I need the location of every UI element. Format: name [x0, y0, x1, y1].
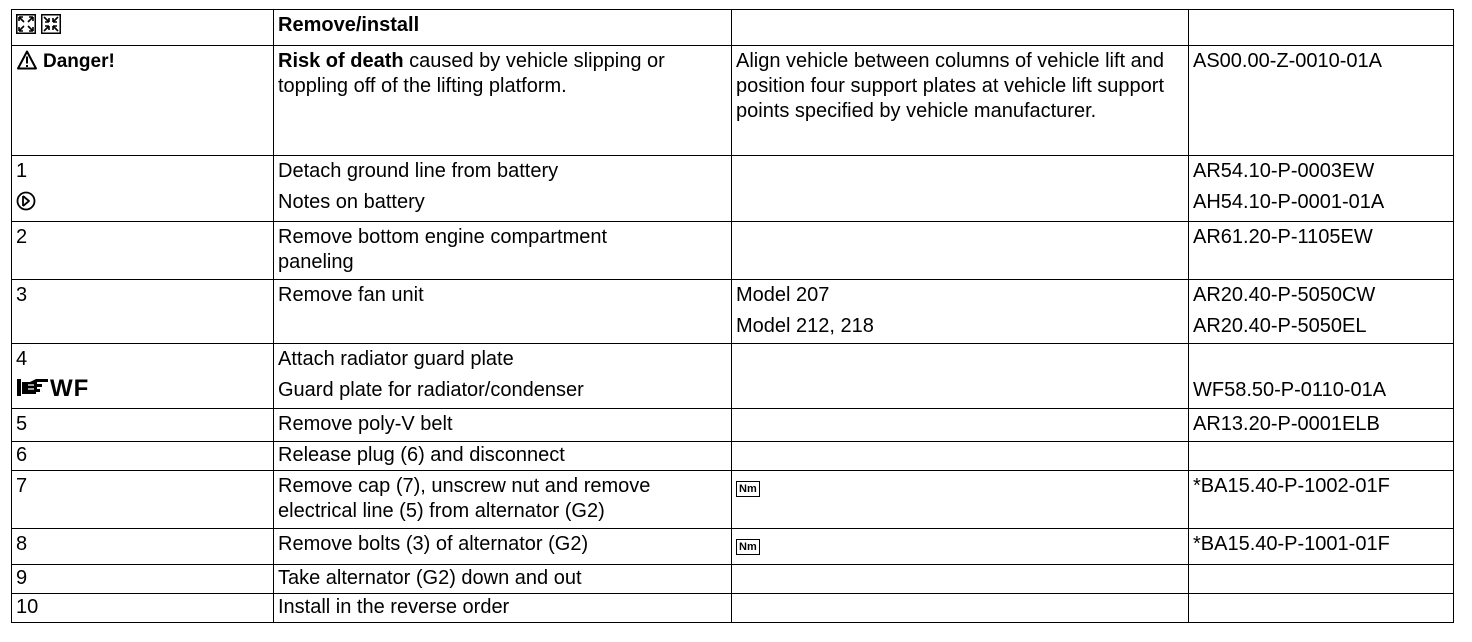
- step-ref-link[interactable]: AR61.20-P-1105EW: [1193, 226, 1373, 248]
- step-torque-cell: [732, 471, 1189, 529]
- step-number-cell: [12, 529, 274, 565]
- step-row-1: [12, 156, 1454, 222]
- step-number: 5: [16, 413, 28, 435]
- step-ref-link[interactable]: *BA15.40-P-1002-01F: [1193, 475, 1390, 497]
- step-number: 4: [16, 348, 28, 370]
- step-row-4: [12, 344, 1454, 409]
- step-ref-link[interactable]: AR20.40-P-5050EL: [1193, 315, 1367, 337]
- step-number: 7: [16, 475, 28, 497]
- expand-all-icon[interactable]: [16, 14, 36, 34]
- step-ref-link[interactable]: WF58.50-P-0110-01A: [1193, 379, 1387, 401]
- step-number-cell: [12, 222, 274, 280]
- step-row-3: [12, 280, 1454, 344]
- header-row: [12, 10, 1454, 46]
- step-row-7: [12, 471, 1454, 529]
- danger-label: Danger!: [43, 51, 115, 72]
- step-ref-cell: [1189, 471, 1454, 529]
- danger-remedy-cell: [732, 46, 1189, 156]
- warning-triangle-icon: [16, 50, 38, 70]
- step-text: Remove bottom engine compartment paneling: [278, 226, 608, 273]
- step-text-cell: [274, 594, 732, 623]
- step-empty-cell: [732, 156, 1189, 222]
- notes-info-icon[interactable]: [16, 191, 36, 211]
- step-empty-cell: [732, 594, 1189, 623]
- danger-row: [12, 46, 1454, 156]
- header-title: [274, 10, 732, 46]
- step-text-cell: [274, 156, 732, 222]
- step-number-cell: [12, 471, 274, 529]
- step-empty-cell: [732, 222, 1189, 280]
- step-empty-ref-cell: [1189, 594, 1454, 623]
- step-note-ref-link[interactable]: AH54.10-P-0001-01A: [1193, 191, 1385, 213]
- step-ref-link[interactable]: AR13.20-P-0001ELB: [1193, 413, 1380, 435]
- step-ref-link[interactable]: AR20.40-P-5050CW: [1193, 284, 1376, 306]
- step-empty-cell: [732, 409, 1189, 442]
- step-empty-cell: [732, 565, 1189, 594]
- step-number: 6: [16, 444, 28, 466]
- step-row-10: [12, 594, 1454, 623]
- step-number-cell: [12, 594, 274, 623]
- step-text: Remove cap (7), unscrew nut and remove electrical line (5) from alternator (G2): [278, 475, 651, 522]
- step-text: Detach ground line from battery: [278, 160, 559, 182]
- step-number: 3: [16, 284, 28, 306]
- repair-instructions-table: [11, 9, 1454, 623]
- pointing-hand-icon: [16, 376, 50, 398]
- header-empty-4: [1189, 10, 1454, 46]
- step-number: 2: [16, 226, 28, 248]
- step-text-cell: [274, 442, 732, 471]
- danger-text-rest: caused by vehicle slipping or toppling off of the lifting platform.: [278, 50, 665, 97]
- step-number-cell: [12, 156, 274, 222]
- step-number: 8: [16, 533, 28, 555]
- step-ref-cell: [1189, 156, 1454, 222]
- step-row-9: [12, 565, 1454, 594]
- step-ref-cell: [1189, 529, 1454, 565]
- step-text: Attach radiator guard plate: [278, 348, 514, 370]
- step-number-cell: [12, 280, 274, 344]
- step-empty-ref-cell: [1189, 565, 1454, 594]
- step-text: Remove poly-V belt: [278, 413, 453, 435]
- header-title-text: Remove/install: [278, 14, 420, 36]
- torque-nm-icon[interactable]: Nm: [736, 481, 760, 497]
- step-ref-cell: [1189, 280, 1454, 344]
- header-empty-3: [732, 10, 1189, 46]
- model-label: Model 207: [736, 284, 830, 306]
- step-number: 10: [16, 596, 39, 618]
- step-number-cell: [12, 344, 274, 409]
- step-text: Remove fan unit: [278, 284, 424, 306]
- step-text-cell: [274, 344, 732, 409]
- step-number-cell: [12, 442, 274, 471]
- step-text-cell: [274, 222, 732, 280]
- step-text: Release plug (6) and disconnect: [278, 444, 565, 466]
- danger-ref-cell: [1189, 46, 1454, 156]
- step-ref-cell: [1189, 344, 1454, 409]
- danger-remedy: Align vehicle between columns of vehicle lift and position four support plates at vehicle lift support points specified by vehicle manufacturer.: [736, 50, 1165, 122]
- step-text: Remove bolts (3) of alternator (G2): [278, 533, 589, 555]
- step-ref-link[interactable]: AR54.10-P-0003EW: [1193, 160, 1375, 182]
- step-row-5: [12, 409, 1454, 442]
- step-models-cell: [732, 280, 1189, 344]
- danger-ref-link[interactable]: AS00.00-Z-0010-01A: [1193, 50, 1383, 72]
- step-ref-cell: [1189, 409, 1454, 442]
- step-number-cell: [12, 409, 274, 442]
- collapse-all-icon[interactable]: [41, 14, 61, 34]
- step-number: 9: [16, 567, 28, 589]
- step-text: Take alternator (G2) down and out: [278, 567, 582, 589]
- header-icons-cell: [12, 10, 274, 46]
- step-text-cell: [274, 409, 732, 442]
- step-row-8: [12, 529, 1454, 565]
- torque-nm-icon[interactable]: Nm: [736, 539, 760, 555]
- step-empty-cell: [732, 442, 1189, 471]
- step-row-2: [12, 222, 1454, 280]
- wf-label: WF: [50, 375, 90, 402]
- danger-text-cell: [274, 46, 732, 156]
- step-text-cell: [274, 471, 732, 529]
- step-ref-cell: [1189, 222, 1454, 280]
- danger-text-bold: Risk of death: [278, 50, 404, 72]
- step-torque-cell: [732, 529, 1189, 565]
- step-row-6: [12, 442, 1454, 471]
- step-note-text: Notes on battery: [278, 191, 425, 213]
- step-number: 1: [16, 160, 28, 182]
- model-label: Model 212, 218: [736, 315, 874, 337]
- step-number-cell: [12, 565, 274, 594]
- step-text: Install in the reverse order: [278, 596, 510, 618]
- step-note-text: Guard plate for radiator/condenser: [278, 379, 584, 401]
- step-text-cell: [274, 529, 732, 565]
- step-text-cell: [274, 280, 732, 344]
- step-text-cell: [274, 565, 732, 594]
- step-empty-cell: [732, 344, 1189, 409]
- danger-cell: [12, 46, 274, 156]
- step-empty-ref-cell: [1189, 442, 1454, 471]
- step-ref-link[interactable]: *BA15.40-P-1001-01F: [1193, 533, 1390, 555]
